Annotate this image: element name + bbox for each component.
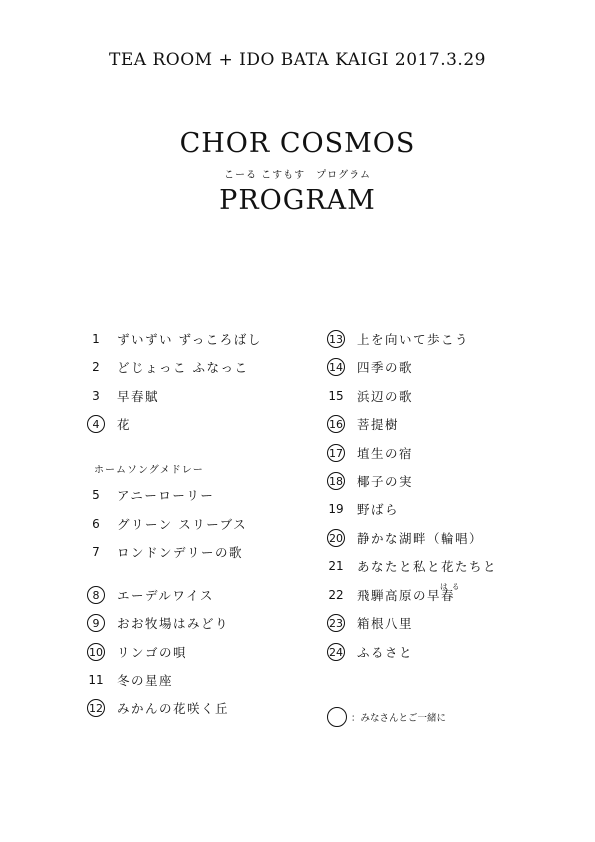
program-item (87, 541, 243, 563)
song-title: 菩提樹 (357, 417, 400, 432)
song-title: あなたと私と花たちと (357, 559, 498, 574)
circled-number: 9 (87, 614, 105, 632)
circled-number: 10 (87, 643, 105, 661)
legend-circle-icon (327, 707, 347, 727)
program-item (87, 697, 229, 719)
song-title: 埴生の宿 (357, 446, 414, 461)
song-title: ずいずい ずっころばし (117, 332, 262, 347)
item-number: 5 (92, 488, 100, 502)
program-item (87, 484, 214, 506)
legend (327, 707, 446, 727)
circled-number: 12 (87, 699, 105, 717)
song-title: 冬の星座 (117, 673, 174, 688)
program-item (87, 641, 187, 663)
program-item (327, 385, 413, 407)
song-title: 早春賦 (117, 389, 160, 404)
song-title: 上を向いて歩こう (357, 332, 470, 347)
program-item (327, 555, 497, 577)
circled-number: 23 (327, 614, 345, 632)
program-subtitle: PROGRAM (219, 185, 376, 216)
circled-number: 24 (327, 643, 345, 661)
program-item (87, 328, 262, 350)
title-ruby: こーる こすもす プログラム (223, 170, 372, 181)
circled-number: 18 (327, 472, 345, 490)
program-item (327, 328, 469, 350)
program-item (87, 612, 229, 634)
song-title: アニーローリー (117, 488, 215, 503)
item-number: 3 (92, 389, 100, 403)
item-number: 7 (92, 545, 100, 559)
song-title: グリーン スリーブス (117, 517, 248, 532)
program-item (327, 641, 413, 663)
song-title: リンゴの唄 (117, 645, 188, 660)
circled-number: 16 (327, 415, 345, 433)
song-title: ロンドンデリーの歌 (117, 545, 244, 560)
program-title: CHOR COSMOS (179, 128, 416, 159)
program-item (327, 356, 413, 378)
song-title: 花 (117, 417, 132, 432)
legend-text: ：みなさんとご一緒に (351, 713, 447, 724)
song-title: 椰子の実 (357, 474, 414, 489)
circled-number: 20 (327, 529, 345, 547)
item-number: 21 (328, 559, 344, 573)
item-number: 19 (328, 502, 344, 516)
song-title: 浜辺の歌 (357, 389, 414, 404)
item-number: 22 (328, 588, 344, 602)
event-header: TEA ROOM + IDO BATA KAIGI 2017.3.29 (109, 50, 486, 70)
circled-number: 17 (327, 444, 345, 462)
item-number: 11 (88, 673, 104, 687)
ruby-haru: は る (440, 582, 461, 591)
song-title: ふるさと (357, 645, 414, 660)
program-item (87, 413, 131, 435)
song-title: エーデルワイス (117, 588, 214, 603)
program-item (87, 584, 214, 606)
program-item (327, 527, 483, 549)
program-item (87, 385, 159, 407)
song-title: 箱根八里 (357, 616, 414, 631)
song-title: 静かな湖畔（輪唱） (357, 531, 484, 546)
circled-number: 13 (327, 330, 345, 348)
item-number: 15 (328, 389, 344, 403)
song-title: 飛騨高原の早春 (357, 588, 456, 603)
program-item (327, 612, 413, 634)
item-number: 1 (92, 332, 100, 346)
song-title: おお牧場はみどり (117, 616, 230, 631)
program-item (327, 498, 399, 520)
program-item (327, 584, 455, 606)
program-item (87, 513, 247, 535)
circled-number: 4 (87, 415, 105, 433)
program-item (327, 470, 413, 492)
circled-number: 8 (87, 586, 105, 604)
program-item (87, 669, 173, 691)
song-title: どじょっこ ふなっこ (117, 360, 249, 375)
program-item (87, 356, 248, 378)
item-number: 6 (92, 517, 100, 531)
item-number: 2 (92, 360, 100, 374)
song-title: みかんの花咲く丘 (117, 701, 230, 716)
program-item (327, 413, 399, 435)
medley-heading: ホームソングメドレー (94, 465, 204, 476)
program-item (327, 442, 413, 464)
song-title: 野ばら (357, 502, 400, 517)
circled-number: 14 (327, 358, 345, 376)
song-title: 四季の歌 (357, 360, 414, 375)
